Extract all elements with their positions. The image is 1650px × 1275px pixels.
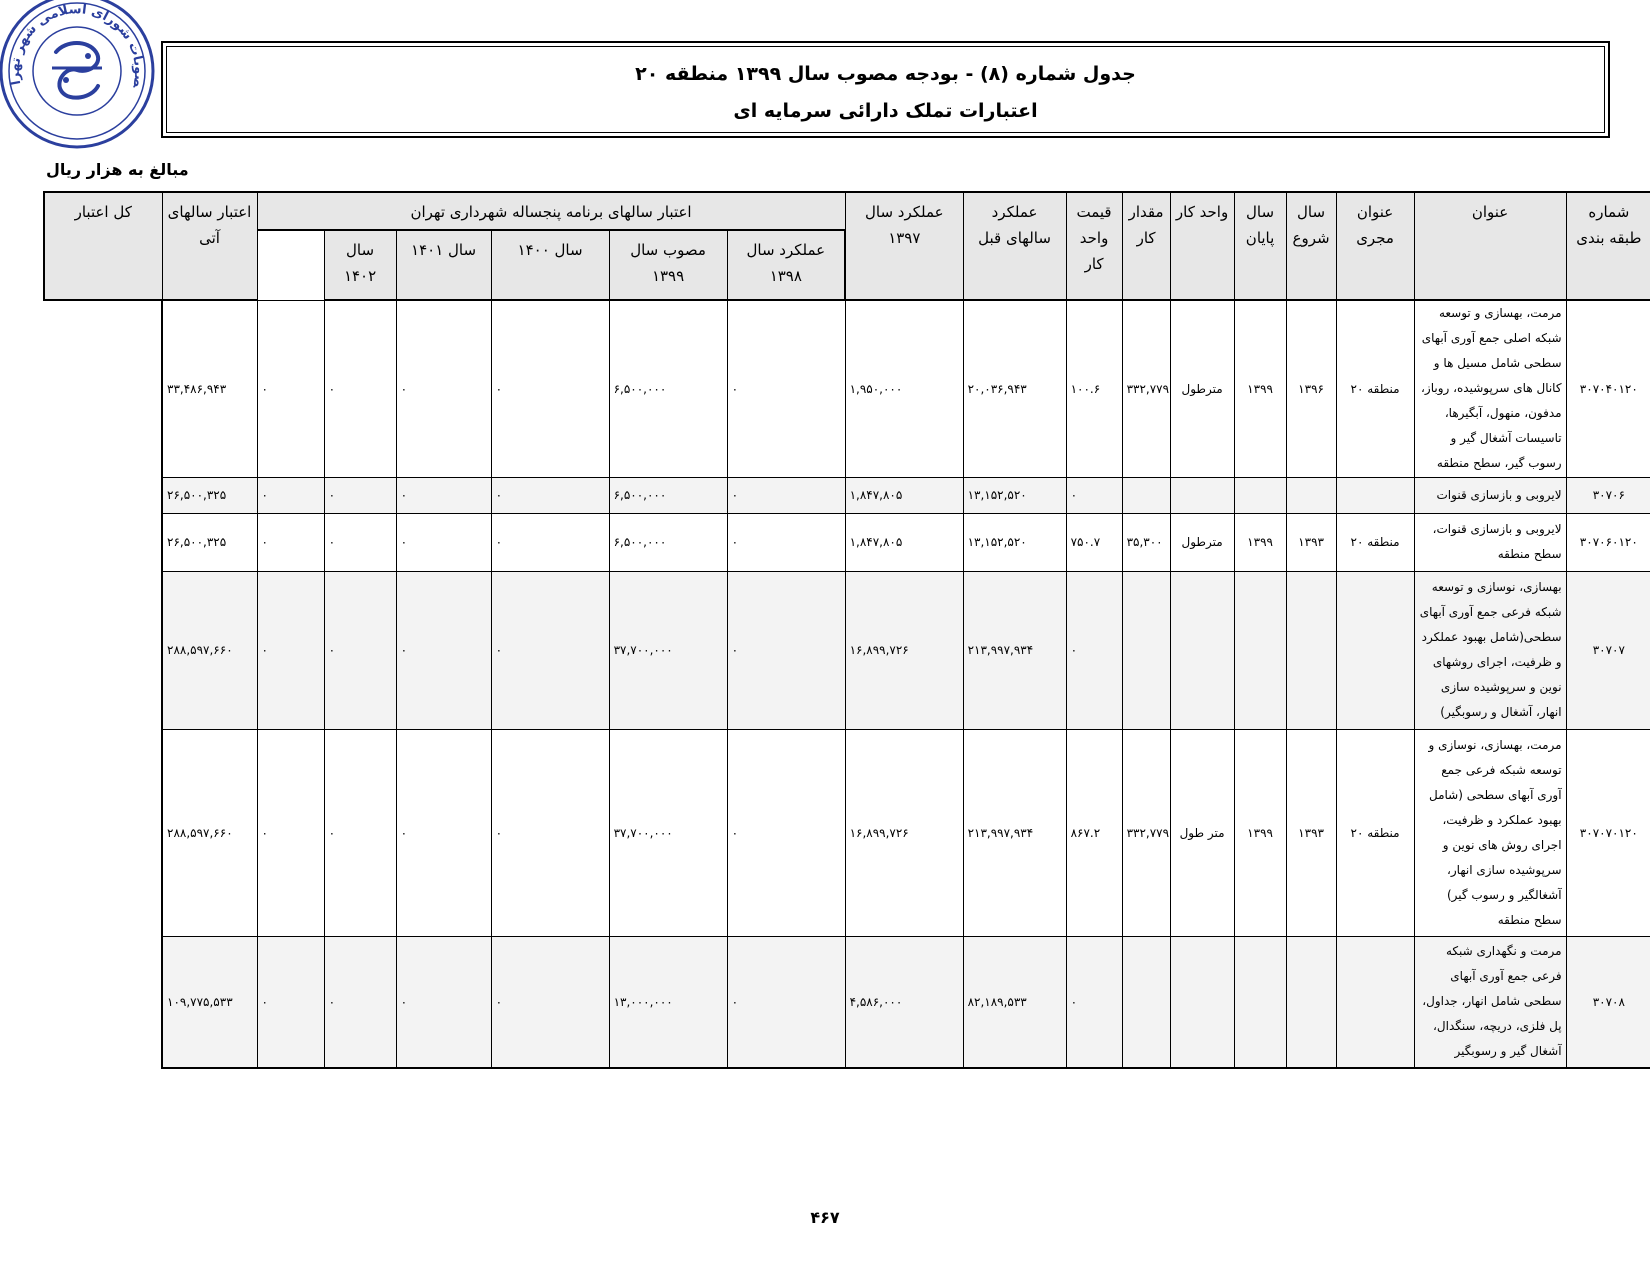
cell-unit-price: ۰ <box>1066 571 1122 729</box>
cell-code: ۳۰۷۰۸ <box>1566 936 1650 1068</box>
cell-1398: ۰ <box>727 571 845 729</box>
title-box <box>161 41 1610 138</box>
header-unit: واحد کار <box>1170 192 1234 300</box>
header-executor: عنوان مجری <box>1336 192 1414 300</box>
cell-1397: ۱۶,۸۹۹,۷۲۶ <box>845 571 963 729</box>
header-future: اعتبار سالهای آتی <box>162 192 257 300</box>
cell-1402: ۰ <box>324 936 396 1068</box>
document-title: جدول شماره (۸) - بودجه مصوب سال ۱۳۹۹ منطقه ۲۰ <box>635 63 1136 85</box>
cell-prev-years: ۲۱۳,۹۹۷,۹۳۴ <box>963 571 1066 729</box>
cell-unit: متر طول <box>1170 729 1234 936</box>
cell-1398: ۰ <box>727 513 845 571</box>
header-1400: سال ۱۴۰۰ <box>491 230 609 300</box>
cell-executor <box>1336 477 1414 513</box>
cell-1402: ۰ <box>324 571 396 729</box>
svg-text:مصوبات شورای اسلامی شهر تهران: صوبات شورای اسلامی شهر تهرا <box>7 2 147 89</box>
cell-executor: منطقه ۲۰ <box>1336 729 1414 936</box>
cell-total: ۲۸۸,۵۹۷,۶۶۰ <box>162 571 257 729</box>
cell-1400: ۰ <box>491 936 609 1068</box>
cell-quantity: ۳۵,۳۰۰ <box>1122 513 1170 571</box>
header-start-year: سال شروع <box>1286 192 1336 300</box>
cell-future: ۰ <box>257 300 324 477</box>
cell-1402: ۰ <box>324 300 396 477</box>
cell-unit-price: ۸۶۷.۲ <box>1066 729 1122 936</box>
header-code: شماره طبقه بندی <box>1566 192 1650 300</box>
header-prev-years: عملکرد سالهای قبل <box>963 192 1066 300</box>
cell-1399: ۶,۵۰۰,۰۰۰ <box>609 513 727 571</box>
cell-unit: مترطول <box>1170 513 1234 571</box>
cell-prev-years: ۱۳,۱۵۲,۵۲۰ <box>963 477 1066 513</box>
cell-end-year <box>1234 477 1286 513</box>
cell-quantity: ۳۳۲,۷۷۹ <box>1122 729 1170 936</box>
cell-1401: ۰ <box>396 571 491 729</box>
cell-total: ۱۰۹,۷۷۵,۵۳۳ <box>162 936 257 1068</box>
cell-future: ۰ <box>257 477 324 513</box>
cell-title: لایروبی و بازسازی قنوات <box>1414 477 1566 513</box>
page-number: ۴۶۷ <box>810 1208 840 1227</box>
cell-1400: ۰ <box>491 513 609 571</box>
cell-1399: ۶,۵۰۰,۰۰۰ <box>609 300 727 477</box>
cell-prev-years: ۲۰,۰۳۶,۹۴۳ <box>963 300 1066 477</box>
cell-1399: ۱۳,۰۰۰,۰۰۰ <box>609 936 727 1068</box>
cell-title: مرمت، بهسازی و توسعه شبکه اصلی جمع آوری آبهای سطحی شامل مسیل ها و کانال های سرپوشیده، روباز، مدفون، منهول، آبگیرها، تاسیسات آشغال گیر و رسوب گیر، سطح منطقه <box>1414 300 1566 477</box>
cell-start-year: ۱۳۹۳ <box>1286 729 1336 936</box>
table-row <box>44 477 1650 513</box>
header-title: عنوان <box>1414 192 1566 300</box>
cell-future: ۰ <box>257 729 324 936</box>
cell-1402: ۰ <box>324 477 396 513</box>
header-end-year: سال پایان <box>1234 192 1286 300</box>
cell-unit-price: ۰ <box>1066 477 1122 513</box>
cell-prev-years: ۸۲,۱۸۹,۵۳۳ <box>963 936 1066 1068</box>
cell-start-year: ۱۳۹۳ <box>1286 513 1336 571</box>
cell-total: ۲۶,۵۰۰,۳۲۵ <box>162 477 257 513</box>
cell-quantity: ۳۳۲,۷۷۹ <box>1122 300 1170 477</box>
cell-1401: ۰ <box>396 729 491 936</box>
table-row <box>44 571 1650 729</box>
cell-unit <box>1170 936 1234 1068</box>
header-total: کل اعتبار <box>44 192 162 300</box>
cell-unit <box>1170 571 1234 729</box>
cell-1399: ۳۷,۷۰۰,۰۰۰ <box>609 571 727 729</box>
cell-1398: ۰ <box>727 300 845 477</box>
header-quantity: مقدار کار <box>1122 192 1170 300</box>
cell-title: لایروبی و بازسازی قنوات، سطح منطقه <box>1414 513 1566 571</box>
cell-1397: ۱,۸۴۷,۸۰۵ <box>845 513 963 571</box>
cell-unit <box>1170 477 1234 513</box>
cell-1400: ۰ <box>491 300 609 477</box>
cell-code: ۳۰۷۰۶ <box>1566 477 1650 513</box>
cell-1402: ۰ <box>324 729 396 936</box>
cell-quantity <box>1122 936 1170 1068</box>
cell-executor: منطقه ۲۰ <box>1336 513 1414 571</box>
cell-quantity <box>1122 571 1170 729</box>
cell-1398: ۰ <box>727 936 845 1068</box>
header-1402: سال ۱۴۰۲ <box>324 230 396 300</box>
cell-future: ۰ <box>257 513 324 571</box>
cell-total: ۲۶,۵۰۰,۳۲۵ <box>162 513 257 571</box>
cell-1399: ۳۷,۷۰۰,۰۰۰ <box>609 729 727 936</box>
cell-code: ۳۰۷۰۷ <box>1566 571 1650 729</box>
cell-start-year: ۱۳۹۶ <box>1286 300 1336 477</box>
table-row <box>44 729 1650 936</box>
cell-code: ۳۰۷۰۶۰۱۲۰ <box>1566 513 1650 571</box>
table-row <box>44 513 1650 571</box>
cell-unit-price: ۱۰۰.۶ <box>1066 300 1122 477</box>
cell-1397: ۱,۸۴۷,۸۰۵ <box>845 477 963 513</box>
cell-total: ۳۳,۴۸۶,۹۴۳ <box>162 300 257 477</box>
cell-1401: ۰ <box>396 477 491 513</box>
cell-quantity <box>1122 477 1170 513</box>
cell-unit-price: ۷۵۰.۷ <box>1066 513 1122 571</box>
cell-1401: ۰ <box>396 936 491 1068</box>
cell-1401: ۰ <box>396 513 491 571</box>
cell-1400: ۰ <box>491 477 609 513</box>
cell-executor <box>1336 936 1414 1068</box>
header-1398: عملکرد سال ۱۳۹۸ <box>727 230 845 300</box>
table-row <box>44 300 1650 477</box>
header-1399: مصوب سال ۱۳۹۹ <box>609 230 727 300</box>
cell-prev-years: ۱۳,۱۵۲,۵۲۰ <box>963 513 1066 571</box>
cell-end-year <box>1234 571 1286 729</box>
header-unit-price: قیمت واحد کار <box>1066 192 1122 300</box>
cell-title: بهسازی، نوسازی و توسعه شبکه فرعی جمع آوری آبهای سطحی(شامل بهبود عملکرد و ظرفیت، اجرای روشهای نوین و سرپوشیده سازی انهار، آشغال و رسوبگیر) <box>1414 571 1566 729</box>
cell-title: مرمت و نگهداری شبکه فرعی جمع آوری آبهای سطحی شامل انهار، جداول، پل فلزی، دریچه، سنگدال، آشغال گیر و رسوبگیر <box>1414 936 1566 1068</box>
cell-1400: ۰ <box>491 729 609 936</box>
header-program-group: اعتبار سالهای برنامه پنجساله شهرداری تهران <box>257 192 845 230</box>
budget-table <box>43 191 1650 1069</box>
cell-unit-price: ۰ <box>1066 936 1122 1068</box>
cell-prev-years: ۲۱۳,۹۹۷,۹۳۴ <box>963 729 1066 936</box>
cell-code: ۳۰۷۰۴۰۱۲۰ <box>1566 300 1650 477</box>
cell-1399: ۶,۵۰۰,۰۰۰ <box>609 477 727 513</box>
cell-end-year: ۱۳۹۹ <box>1234 729 1286 936</box>
cell-1397: ۴,۵۸۶,۰۰۰ <box>845 936 963 1068</box>
cell-1398: ۰ <box>727 729 845 936</box>
cell-end-year: ۱۳۹۹ <box>1234 300 1286 477</box>
cell-1402: ۰ <box>324 513 396 571</box>
cell-1397: ۱,۹۵۰,۰۰۰ <box>845 300 963 477</box>
header-1401: سال ۱۴۰۱ <box>396 230 491 300</box>
header-1397: عملکرد سال ۱۳۹۷ <box>845 192 963 300</box>
cell-unit: مترطول <box>1170 300 1234 477</box>
cell-code: ۳۰۷۰۷۰۱۲۰ <box>1566 729 1650 936</box>
cell-1401: ۰ <box>396 300 491 477</box>
cell-start-year <box>1286 571 1336 729</box>
cell-start-year <box>1286 477 1336 513</box>
cell-end-year <box>1234 936 1286 1068</box>
cell-total: ۲۸۸,۵۹۷,۶۶۰ <box>162 729 257 936</box>
cell-future: ۰ <box>257 936 324 1068</box>
council-seal-stamp <box>0 0 158 152</box>
cell-future: ۰ <box>257 571 324 729</box>
table-row <box>44 936 1650 1068</box>
cell-title: مرمت، بهسازی، نوسازی و توسعه شبکه فرعی جمع آوری آبهای سطحی (شامل بهبود عملکرد و ظرفیت، اجرای روش های نوین و سرپوشیده سازی انهار، آشغالگیر و رسوب گیر) سطح منطقه <box>1414 729 1566 936</box>
units-label: مبالغ به هزار ریال <box>46 160 189 179</box>
cell-start-year <box>1286 936 1336 1068</box>
document-subtitle: اعتبارات تملک دارائی سرمایه ای <box>733 100 1038 122</box>
cell-executor: منطقه ۲۰ <box>1336 300 1414 477</box>
cell-executor <box>1336 571 1414 729</box>
cell-1397: ۱۶,۸۹۹,۷۲۶ <box>845 729 963 936</box>
cell-1400: ۰ <box>491 571 609 729</box>
cell-end-year: ۱۳۹۹ <box>1234 513 1286 571</box>
cell-1398: ۰ <box>727 477 845 513</box>
